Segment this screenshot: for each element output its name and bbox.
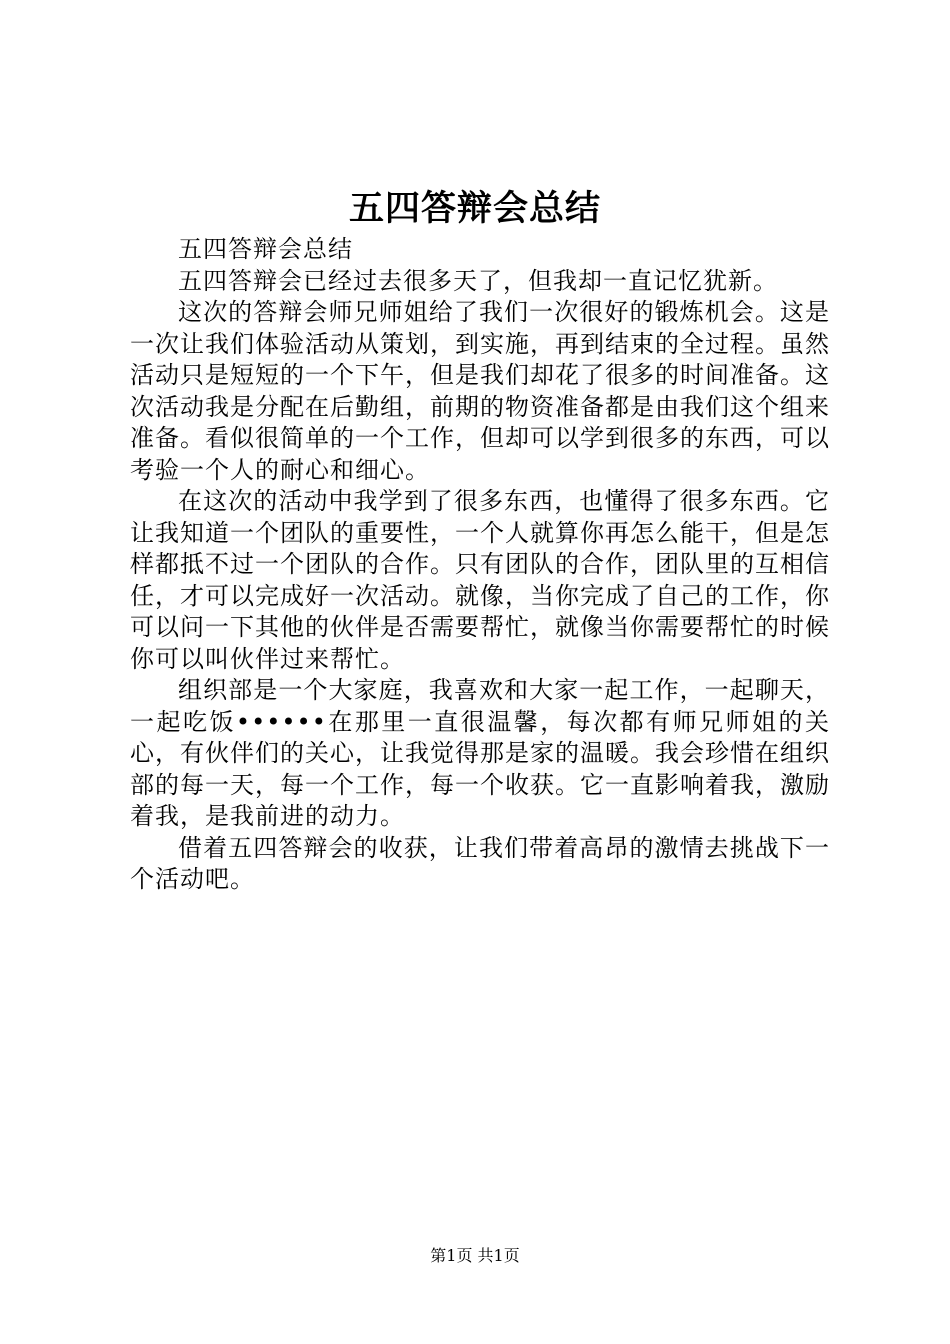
paragraph-experience: 这次的答辩会师兄师姐给了我们一次很好的锻炼机会。这是一次让我们体验活动从策划，到实施，再到结束的全过程。虽然活动只是短短的一个下午，但是我们却花了很多的时间准备。这次活动我是分配在后勤组，前期的物资准备都是由我们这个组来准备。看似很简单的一个工作，但却可以学到很多的东西，可以考验一个人的耐心和细心。 [130, 298, 830, 484]
page-title: 五四答辩会总结 [348, 188, 601, 229]
paragraph-intro: 五四答辩会已经过去很多天了，但我却一直记忆犹新。 [178, 266, 778, 295]
paragraph-conclusion: 借着五四答辩会的收获，让我们带着高昂的激情去挑战下一个活动吧。 [130, 833, 830, 893]
paragraph-teamwork: 在这次的活动中我学到了很多东西，也懂得了很多东西。它让我知道一个团队的重要性，一个人就算你再怎么能干，但是怎样都抵不过一个团队的合作。只有团队的合作，团队里的互相信任，才可以完成好一次活动。就像，当你完成了自己的工作，你可以问一下其他的伙伴是否需要帮忙，就像当你需要帮忙的时候你可以叫伙伴过来帮忙。 [130, 487, 830, 673]
paragraph-organization: 组织部是一个大家庭，我喜欢和大家一起工作，一起聊天，一起吃饭••••••在那里一直很温馨，每次都有师兄师姐的关心，有伙伴们的关心，让我觉得那是家的温暖。我会珍惜在组织部的每一天，每一个工作，每一个收获。它一直影响着我，激励着我，是我前进的动力。 [130, 676, 830, 830]
document-body [130, 234, 830, 896]
page-number-footer: 第1页 共1页 [430, 1246, 520, 1265]
paragraph-subtitle: 五四答辩会总结 [178, 235, 353, 263]
